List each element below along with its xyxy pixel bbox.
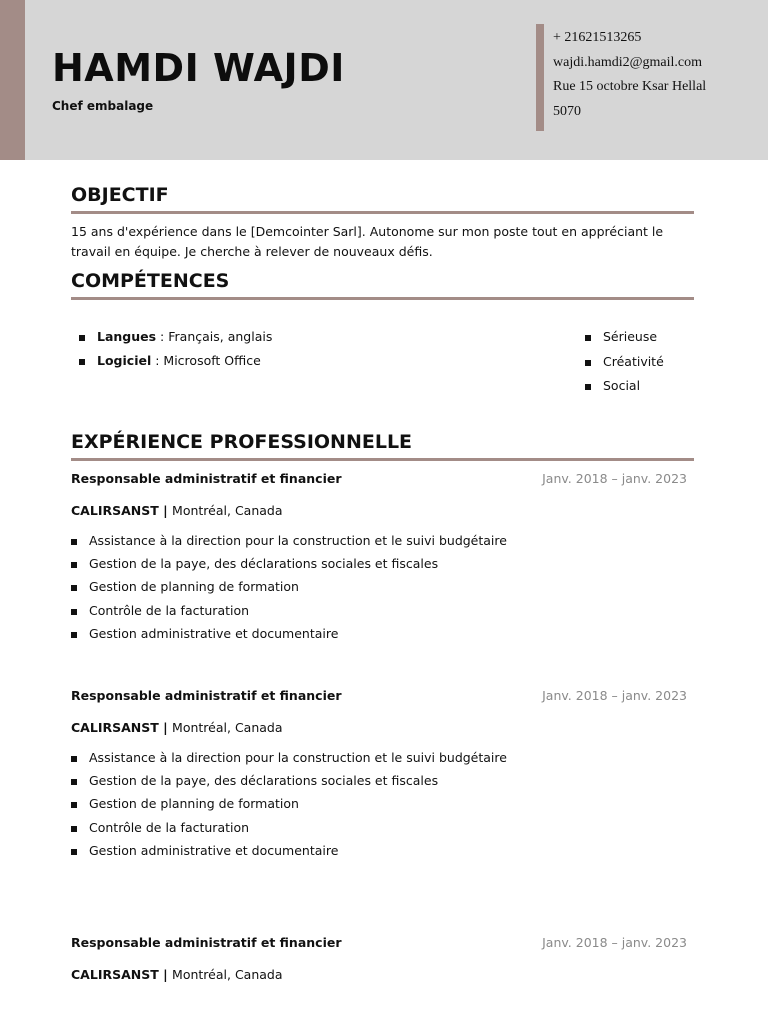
objective-heading: OBJECTIF: [71, 184, 169, 206]
task-item: Assistance à la direction pour la construction et le suivi budgétaire: [71, 750, 507, 773]
objective-text: 15 ans d'expérience dans le [Demcointer Sarl]. Autonome sur mon poste tout en appréciant le travail en équipe. Je cherche à relever de nouveaux défis.: [71, 224, 664, 259]
skills-list-left: [79, 329, 272, 377]
contact-email: wajdi.hamdi2@gmail.com: [553, 54, 702, 70]
bullet-square-icon: [585, 384, 591, 390]
job-role: Responsable administratif et financier: [71, 935, 342, 950]
bullet-square-icon: [71, 779, 77, 785]
task-item: Gestion administrative et documentaire: [71, 843, 507, 866]
job-company-line: CALIRSANST | Montréal, Canada: [71, 967, 283, 982]
skills-divider: [71, 297, 694, 300]
task-item: Gestion de la paye, des déclarations sociales et fiscales: [71, 556, 507, 579]
task-item: Contrôle de la facturation: [71, 820, 507, 843]
bullet-square-icon: [585, 360, 591, 366]
candidate-title: Chef embalage: [52, 99, 154, 113]
bullet-square-icon: [71, 756, 77, 762]
bullet-square-icon: [71, 849, 77, 855]
job-role: Responsable administratif et financier: [71, 471, 342, 486]
job-dates: Janv. 2018 – janv. 2023: [542, 935, 687, 950]
header-accent-bar: [0, 0, 25, 160]
skill-item: Logiciel : Microsoft Office: [79, 353, 272, 377]
quality-item: Social: [585, 378, 664, 403]
bullet-square-icon: [585, 335, 591, 341]
contact-accent-bar: [536, 24, 544, 131]
experience-divider: [71, 458, 694, 461]
skill-item: Langues : Français, anglais: [79, 329, 272, 353]
job-company: CALIRSANST: [71, 967, 159, 982]
bullet-square-icon: [79, 359, 85, 365]
skills-list-right: [585, 329, 664, 403]
contact-address: Rue 15 octobre Ksar Hellal: [553, 79, 707, 94]
contact-postal-code: 5070: [553, 103, 581, 119]
job-company-line: CALIRSANST | Montréal, Canada: [71, 503, 283, 518]
bullet-square-icon: [71, 632, 77, 638]
bullet-square-icon: [71, 826, 77, 832]
experience-heading: EXPÉRIENCE PROFESSIONNELLE: [71, 431, 413, 453]
contact-phone: + 21621513265: [553, 30, 642, 45]
skills-heading: COMPÉTENCES: [71, 270, 230, 292]
job-task-list: [71, 533, 507, 649]
objective-divider: [71, 211, 694, 214]
job-location: Montréal, Canada: [172, 503, 283, 518]
bullet-square-icon: [71, 802, 77, 808]
job-company-line: CALIRSANST | Montréal, Canada: [71, 720, 283, 735]
bullet-square-icon: [71, 562, 77, 568]
task-item: Assistance à la direction pour la construction et le suivi budgétaire: [71, 533, 507, 556]
quality-item: Créativité: [585, 354, 664, 379]
contact-block: [553, 26, 706, 124]
task-item: Gestion de la paye, des déclarations sociales et fiscales: [71, 773, 507, 796]
bullet-square-icon: [71, 609, 77, 615]
bullet-square-icon: [79, 335, 85, 341]
job-location: Montréal, Canada: [172, 720, 283, 735]
job-role: Responsable administratif et financier: [71, 688, 342, 703]
task-item: Contrôle de la facturation: [71, 603, 507, 626]
task-item: Gestion de planning de formation: [71, 579, 507, 602]
job-task-list: [71, 750, 507, 866]
candidate-name: HAMDI WAJDI: [52, 46, 345, 90]
resume-header: [0, 0, 768, 160]
quality-item: Sérieuse: [585, 329, 664, 354]
bullet-square-icon: [71, 539, 77, 545]
job-location: Montréal, Canada: [172, 967, 283, 982]
job-dates: Janv. 2018 – janv. 2023: [542, 688, 687, 703]
job-company: CALIRSANST: [71, 720, 159, 735]
bullet-square-icon: [71, 585, 77, 591]
job-company: CALIRSANST: [71, 503, 159, 518]
task-item: Gestion administrative et documentaire: [71, 626, 507, 649]
task-item: Gestion de planning de formation: [71, 796, 507, 819]
job-dates: Janv. 2018 – janv. 2023: [542, 471, 687, 486]
